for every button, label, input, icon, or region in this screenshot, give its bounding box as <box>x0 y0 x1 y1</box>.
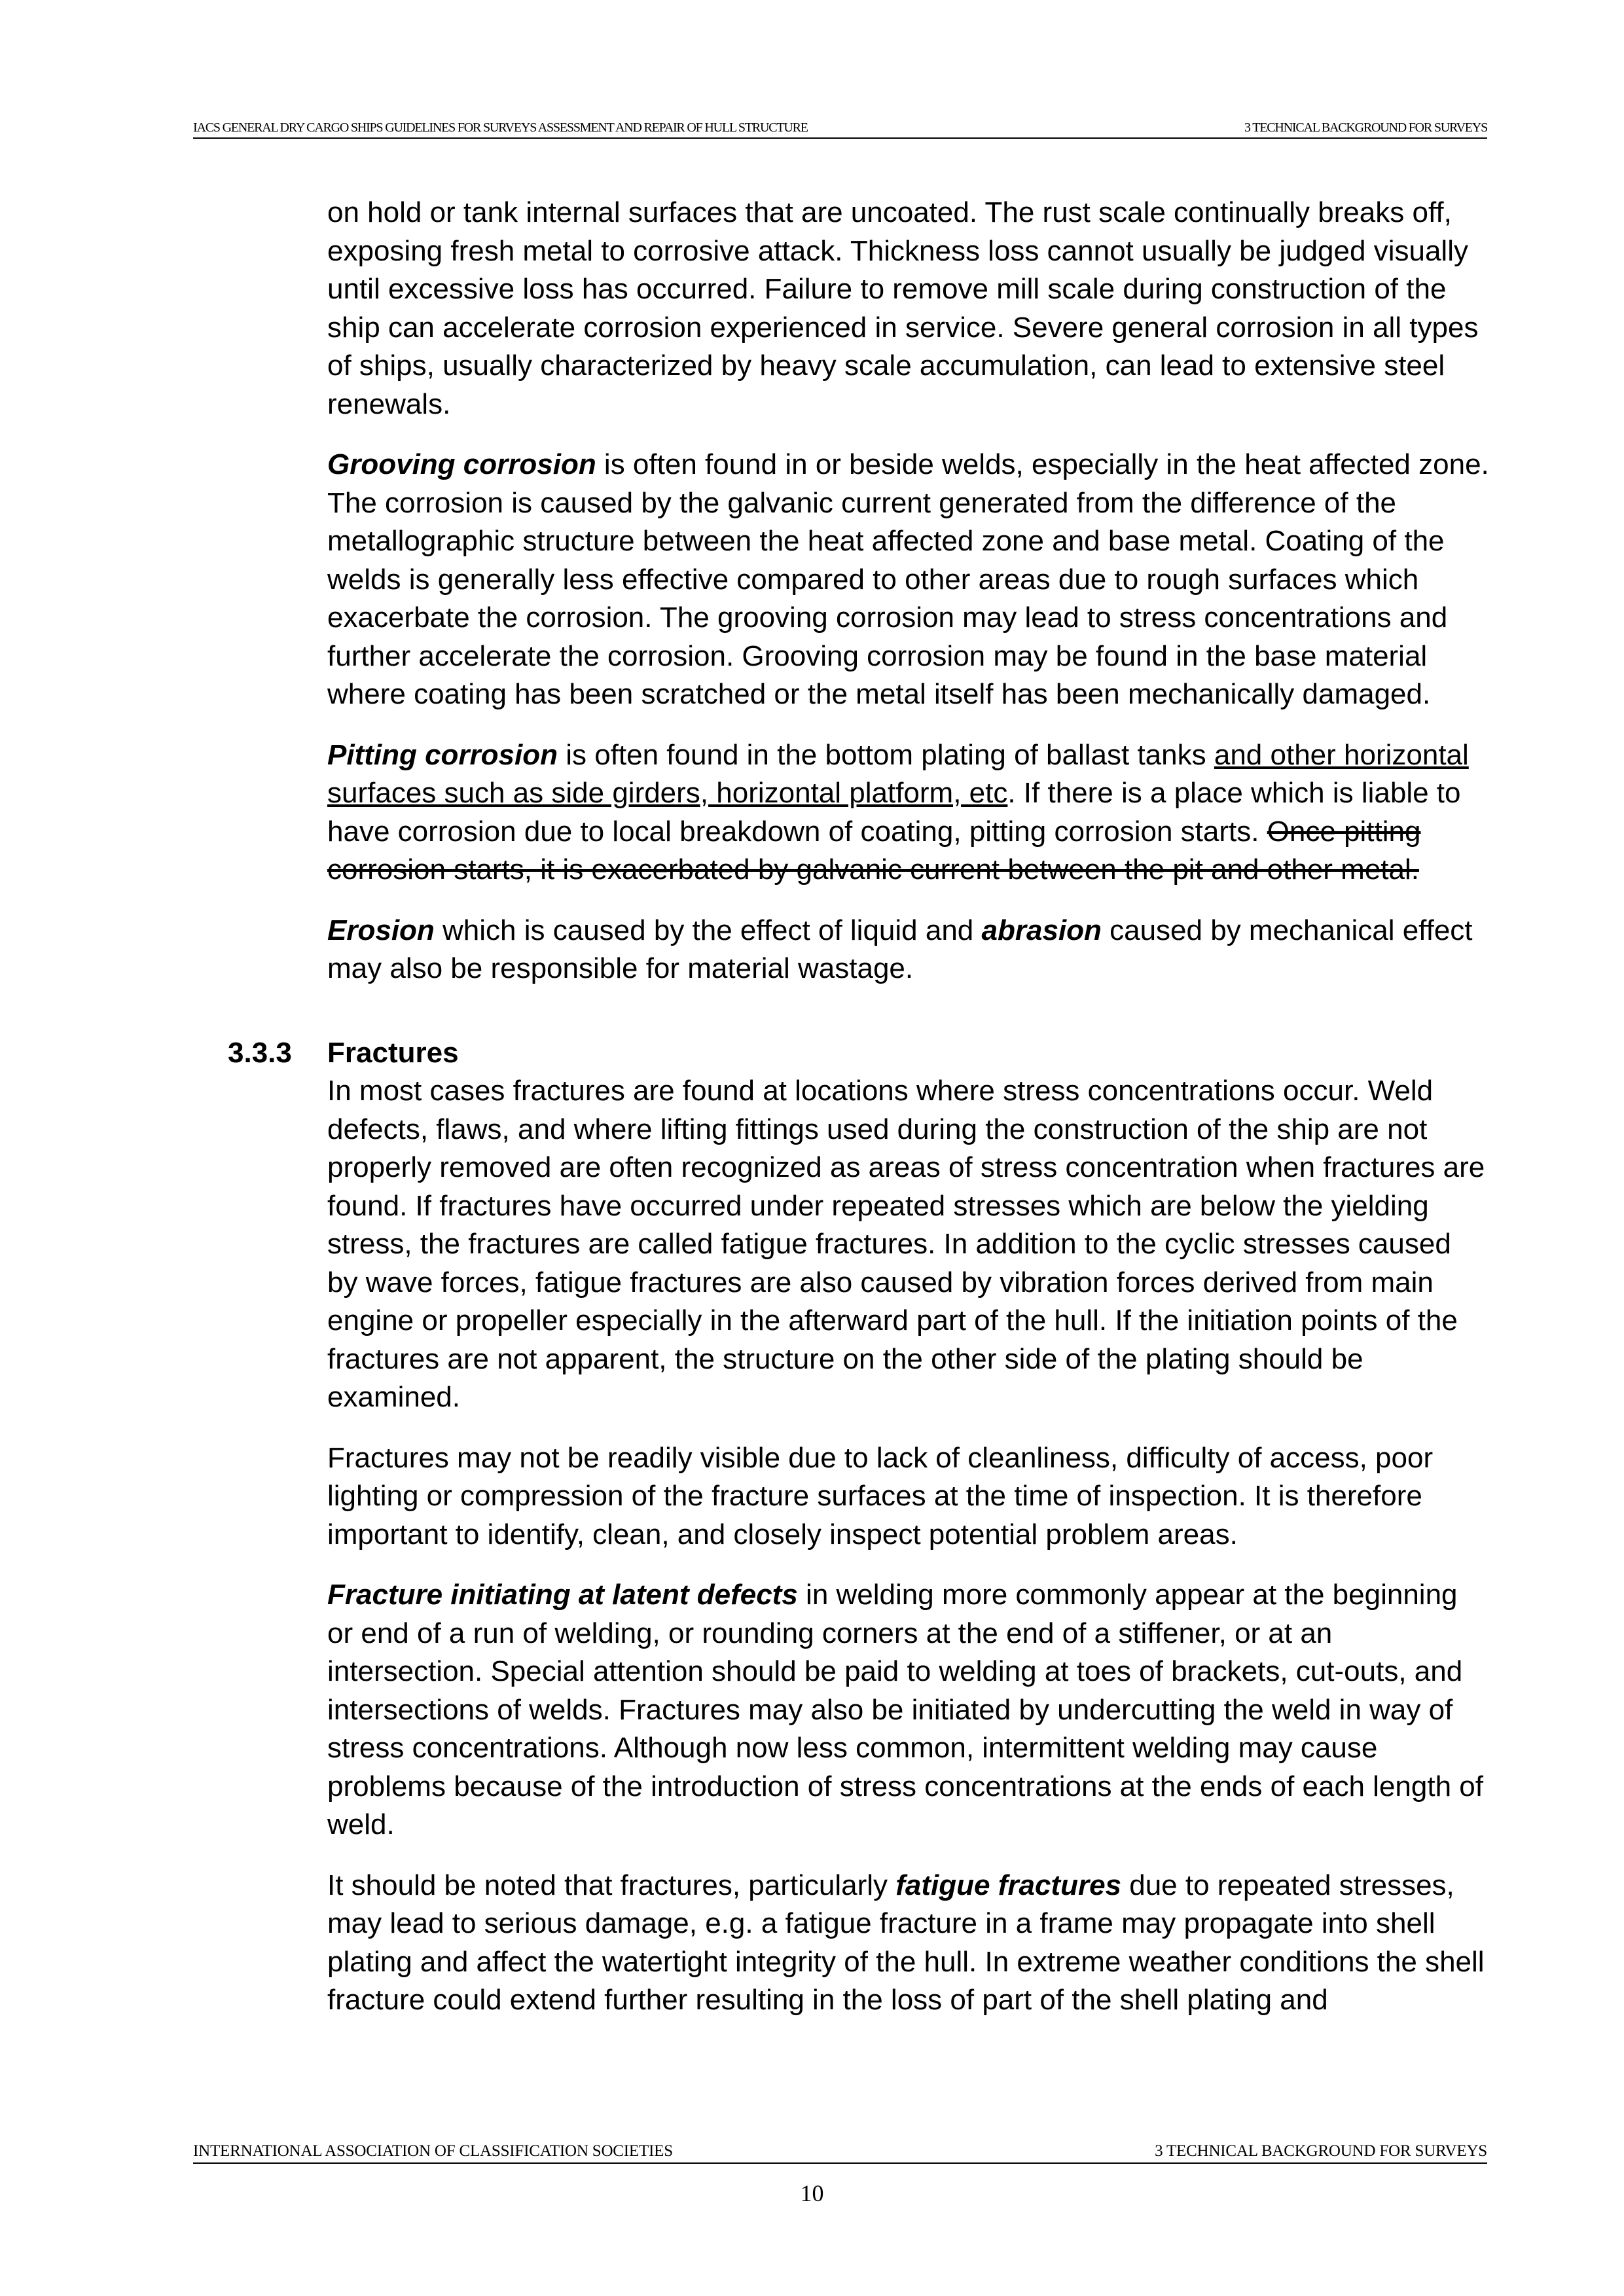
term-grooving-corrosion: Grooving corrosion <box>327 448 596 480</box>
section-number: 3.3.3 <box>228 1036 292 1069</box>
term-pitting-corrosion: Pitting corrosion <box>327 738 558 771</box>
footer-chapter-title: 3 TECHNICAL BACKGROUND FOR SURVEYS <box>1155 2142 1487 2160</box>
header-chapter-title: 3 TECHNICAL BACKGROUND FOR SURVEYS <box>1244 120 1487 135</box>
section-title: Fractures <box>327 1036 459 1069</box>
paragraph-general-corrosion-continuation: on hold or tank internal surfaces that are uncoated. The rust scale continually breaks off, exposing fresh metal to corrosive attack. Thickness loss cannot usually be judged visually until excessive loss has occurred. Failure to remove mill scale during construction of the ship can accelerate corrosion experienced in service. Severe general corrosion in all types of ships, usually characterized by heavy scale accumulation, can lead to extensive steel renewals. <box>327 196 1479 420</box>
paragraph-latent-defects: Fracture initiating at latent defects in welding more commonly appear at the beginning or end of a run of welding, or rounding corners at the end of a stiffener, or at an intersection. Special attention should be paid to welding at toes of brackets, cut-outs, and intersections of welds. Fractures may also be initiated by undercutting the weld in way of stress concentrations. Although now less common, intermittent welding may cause problems because of the introduction of stress concentrations at the ends of each length of weld. <box>327 1579 1483 1840</box>
term-abrasion: abrasion <box>981 914 1102 946</box>
paragraph-grooving-corrosion: Grooving corrosion is often found in or beside welds, especially in the heat affected zone. The corrosion is caused by the galvanic current generated from the difference of the metallographic structure between the heat affected zone and base metal. Coating of the welds is generally less effective compared to other areas due to rough surfaces which exacerbate the corrosion. The grooving corrosion may lead to stress concentrations and further accelerate the corrosion. Grooving corrosion may be found in the base material where coating has been scratched or the metal itself has been mechanically damaged. <box>327 448 1489 710</box>
header-document-title: IACS GENERAL DRY CARGO SHIPS GUIDELINES FOR SURVEYS ASSESSMENT AND REPAIR OF HULL STRUCTURE <box>193 120 808 135</box>
term-erosion: Erosion <box>327 914 435 946</box>
running-footer <box>193 2140 1487 2164</box>
deleted-text: Once pitting corrosion starts, it is exacerbated by galvanic current between the pit and other metal. <box>327 815 1421 886</box>
term-latent-defects: Fracture initiating at latent defects <box>327 1579 798 1611</box>
paragraph-fractures-intro: In most cases fractures are found at locations where stress concentrations occur. Weld defects, flaws, and where lifting fittings used during the construction of the ship are not properly removed are often recognized as areas of stress concentration when fractures are found. If fractures have occurred under repeated stresses which are below the yielding stress, the fractures are called fatigue fractures. In addition to the cyclic stresses caused by wave forces, fatigue fractures are also caused by vibration forces derived from main engine or propeller especially in the afterward part of the hull. If the initiation points of the fractures are not apparent, the structure on the other side of the plating should be examined. <box>327 1075 1485 1413</box>
paragraph-erosion: Erosion which is caused by the effect of liquid and abrasion caused by mechanical effect may also be responsible for material wastage. <box>327 914 1473 984</box>
paragraph-pitting-corrosion: Pitting corrosion is often found in the bottom plating of ballast tanks and other horizontal surfaces such as side girders, horizontal platform, etc. If there is a place which is liable to have corrosion due to local breakdown of coating, pitting corrosion starts. Once pitting corrosion starts, it is exacerbated by galvanic current between the pit and other metal. <box>327 738 1469 886</box>
section-heading-fractures <box>228 1034 1489 1073</box>
paragraph-fractures-visibility: Fractures may not be readily visible due to lack of cleanliness, difficulty of access, poor lighting or compression of the fracture surfaces at the time of inspection. It is therefore important to identify, clean, and closely inspect potential problem areas. <box>327 1441 1434 1551</box>
page-number: 10 <box>800 2180 824 2206</box>
paragraph-fatigue-fractures: It should be noted that fractures, particularly fatigue fractures due to repeated stresses, may lead to serious damage, e.g. a fatigue fracture in a frame may propagate into shell plating and affect the watertight integrity of the hull. In extreme weather conditions the shell fracture could extend further resulting in the loss of part of the shell plating and <box>327 1869 1485 2016</box>
footer-organization: INTERNATIONAL ASSOCIATION OF CLASSIFICATION SOCIETIES <box>193 2142 673 2160</box>
page-body <box>228 194 1489 2020</box>
inserted-text: and other horizontal surfaces such as side girders, horizontal platform, etc <box>327 738 1469 809</box>
term-fatigue-fractures: fatigue fractures <box>895 1869 1122 1901</box>
running-header <box>193 115 1487 139</box>
